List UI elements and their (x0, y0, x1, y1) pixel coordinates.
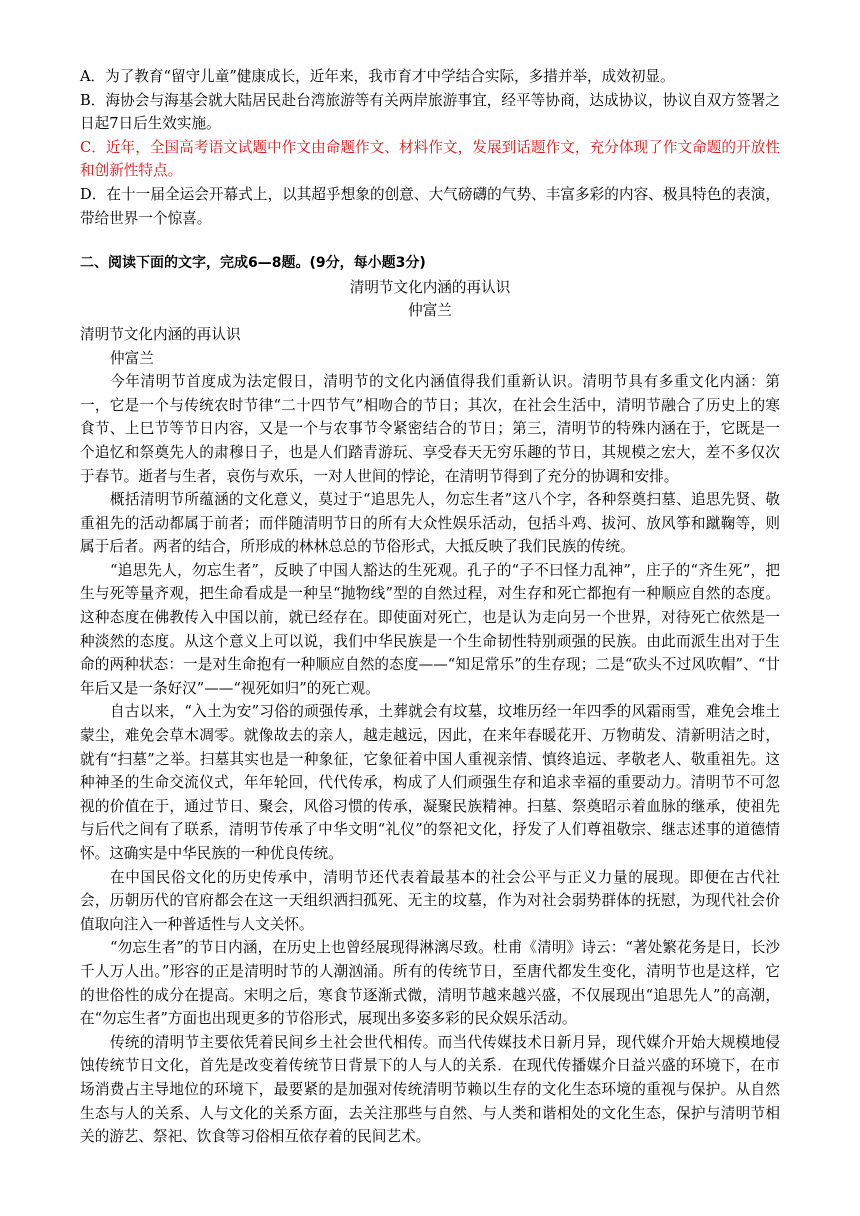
document-page (80, 65, 780, 1149)
paragraph-7: 传统的清明节主要依凭着民间乡土社会世代相传。而当代传媒技术日新月异，现代媒介开始大规模地侵蚀传统节日文化，首先是改变着传统节日背景下的人与人的关系．在现代传播媒介日益兴盛的环境下，在市场消费占主导地位的环境下，最要紧的是加强对传统清明节赖以生存的文化生态环境的重视与保护。从自然生态与人的关系、人与文化的关系方面，去关注那些与自然、与人类和谐相处的文化生态，保护与清明节相关的游艺、祭祀、饮食等习俗相互依存着的民间艺术。 (80, 1033, 780, 1146)
article-title-left: 清明节文化内涵的再认识 (80, 325, 241, 343)
paragraph-3: “追思先人，勿忘生者”，反映了中国人豁达的生死观。孔子的“子不曰怪力乱神”，庄子的“齐生死”，把生与死等量齐观，把生命看成是一种呈“抛物线”型的自然过程，对生存和死亡都抱有一种顺应自然的态度。这种态度在佛教传入中国以前，就已经存在。即使面对死亡，也是认为走向另一个世界，对待死亡依然是一种淡然的态度。从这个意义上可以说，我们中华民族是一个生命韧性特别顽强的民族。由此而派生出对于生命的两种状态：一是对生命抱有一种顺应自然的态度——“知足常乐”的生存现；二是“砍头不过风吹帽”、“廿年后又是一条好汉”——“视死如归”的死亡观。 (80, 561, 780, 697)
article-author-centered: 仲富兰 (408, 302, 452, 320)
option-c: C．近年，全国高考语文试题中作文由命题作文、材料作文，发展到话题作文，充分体现了作文命题的开放性和创新性特点。 (80, 138, 780, 180)
option-a: A．为了教育“留守儿童”健康成长，近年来，我市育才中学结合实际，多措并举，成效初显。 (80, 68, 675, 85)
paragraph-1: 今年清明节首度成为法定假日，清明节的文化内涵值得我们重新认识。清明节具有多重文化内涵：第一，它是一个与传统农时节律“二十四节气”相吻合的节日；其次，在社会生活中，清明节融合了历史上的寒食节、上巳节等节日内容，又是一个与农事节令紧密结合的节日；第三，清明节的特殊内涵在于，它既是一个追忆和祭奠先人的肃穆日子，也是人们踏青游玩、享受春天无穷乐趣的节日，其规模之宏大，差不多仅次于春节。逝者与生者，哀伤与欢乐，一对人世间的悖论，在清明节得到了充分的协调和安排。 (80, 373, 780, 485)
paragraph-6: “勿忘生者”的节日内涵，在历史上也曾经展现得淋漓尽致。杜甫《清明》诗云：“著处繁花务是日，长沙千人万人出。”形容的正是清明时节的人潮汹涌。所有的传统节日，至唐代都发生变化，清明节也是这样，它的世俗性的成分在提高。宋明之后，寒食节逐渐式微，清明节越来越兴盛，不仅展现出“追思先人”的高潮，在“勿忘生者”方面也出现更多的节俗形式，展现出多姿多彩的民众娱乐活动。 (80, 939, 780, 1028)
paragraph-5: 在中国民俗文化的历史传承中，清明节还代表着最基本的社会公平与正义力量的展现。即便在古代社会，历朝历代的官府都会在这一天组织洒扫孤死、无主的坟墓，作为对社会弱势群体的抚慰，为现代社会价值取向注入一种普适性与人文关怀。 (80, 868, 780, 933)
article-author-indented: 仲富兰 (110, 349, 154, 367)
option-d: D．在十一届全运会开幕式上，以其超乎想象的创意、大气磅礴的气势、丰富多彩的内容、极具特色的表演，带给世界一个惊喜。 (80, 185, 780, 227)
paragraph-4: 自古以来，“入土为安”习俗的顽强传承，土葬就会有坟墓，坟堆历经一年四季的风霜雨雪，难免会堆土蒙尘，难免会草木凋零。就像故去的亲人，越走越远，因此，在来年春暖花开、万物萌发、清新明洁之时，就有“扫墓”之举。扫墓其实也是一种象征，它象征着中国人重视亲情、慎终追远、孝敬老人、敬重祖先。这种神圣的生命交流仪式，年年轮回，代代传承，构成了人们顽强生存和追求幸福的重要动力。清明节不可忽视的价值在于，通过节日、聚会，风俗习惯的传承，凝聚民族精神。扫墓、祭奠昭示着血脉的继承，使祖先与后代之间有了联系，清明节传承了中华文明“礼仪”的祭祀文化，抒发了人们尊祖敬宗、继志述事的道德情怀。这确实是中华民族的一种优良传统。 (80, 703, 780, 862)
paragraph-2: 概括清明节所蕴涵的文化意义，莫过于“追思先人，勿忘生者”这八个字，各种祭奠扫墓、追思先贤、敬重祖先的活动都属于前者；而伴随清明节日的所有大众性娱乐活动，包括斗鸡、拔河、放风筝和蹴鞠等，则属于后者。两者的结合，所形成的林林总总的节俗形式，大抵反映了我们民族的传统。 (80, 491, 780, 556)
spacer (80, 230, 780, 252)
section-heading: 二、阅读下面的文字，完成6—8题。(9分，每小题3分) (80, 255, 426, 272)
option-b: B．海协会与海基会就大陆居民赴台湾旅游等有关两岸旅游事宜，经平等协商，达成协议，协议自双方签署之日起7日后生效实施。 (80, 91, 780, 133)
article-title-centered: 清明节文化内涵的再认识 (349, 278, 511, 296)
